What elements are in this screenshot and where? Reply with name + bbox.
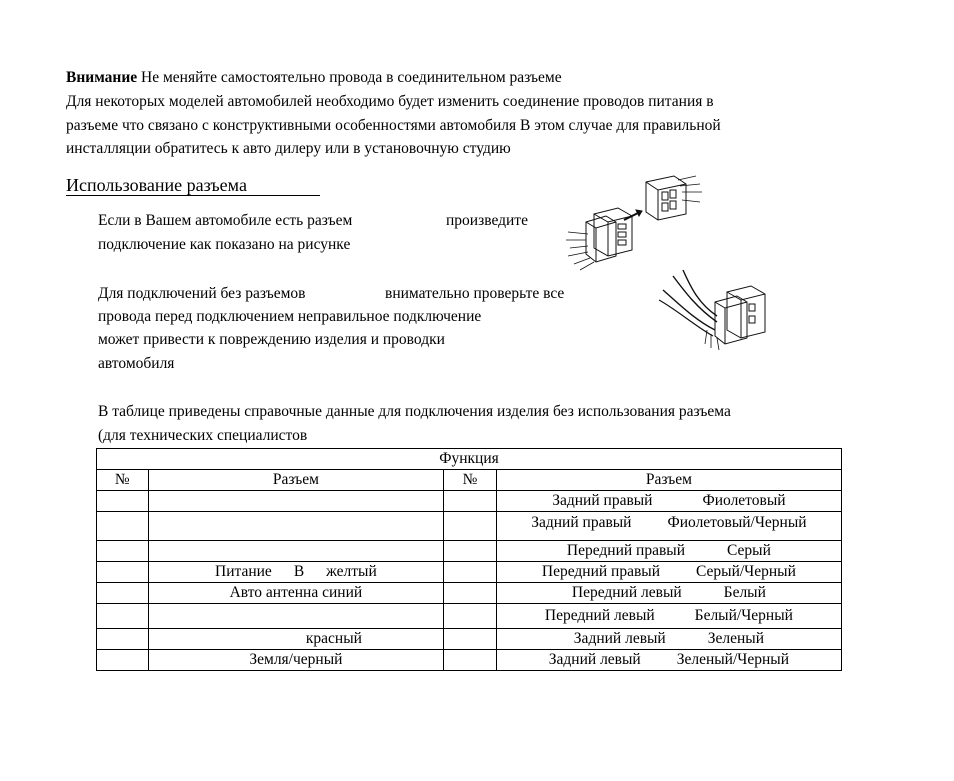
wire-color: Белый/Черный — [694, 607, 793, 624]
section-title: Использование разъема — [66, 175, 247, 195]
para1-line1b: произведите — [446, 212, 528, 229]
para2-line2: провода перед подключением неправильное подключение — [98, 308, 482, 325]
col-connector2: Разъем — [496, 470, 841, 491]
para1-line2: подключение как показано на рисунке — [98, 236, 351, 253]
left-cell: Авто антенна синий — [148, 583, 444, 604]
power-color: желтый — [326, 563, 377, 580]
speaker-label: Задний правый — [531, 514, 632, 531]
col-no2: № — [444, 470, 497, 491]
warning-text: Не меняйте самостоятельно провода в соединительном разъеме — [137, 69, 562, 86]
para3-line2: (для технических специалистов — [98, 427, 308, 444]
left-cell — [148, 512, 444, 541]
warning-line-2: разъеме что связано с конструктивными особенностями автомобиля В этом случае для правильной — [66, 117, 721, 134]
para2-line1b: внимательно проверьте все — [385, 285, 565, 302]
left-cell — [148, 541, 444, 562]
table-subheader-row — [97, 470, 842, 491]
power-label: Питание — [215, 563, 272, 580]
table-row — [97, 491, 842, 512]
wire-color: Зеленый — [707, 630, 764, 647]
power-voltage: В — [293, 563, 305, 580]
warning-line-3: инсталляции обратитесь к авто дилеру или в установочную студию — [66, 140, 511, 157]
table-row — [97, 541, 842, 562]
para1-line1a: Если в Вашем автомобиле есть разъем — [98, 212, 353, 229]
para2-line1a: Для подключений без разъемов — [98, 285, 306, 302]
wire-color: Зеленый/Черный — [676, 651, 789, 668]
loose-wires-connector-illustration — [655, 268, 775, 358]
speaker-label: Задний левый — [573, 630, 666, 647]
speaker-label: Передний правый — [541, 563, 660, 580]
table-row — [97, 604, 842, 629]
table-row — [97, 650, 842, 671]
left-cell: Земля/черный — [148, 650, 444, 671]
left-cell — [148, 604, 444, 629]
wire-color: Серый — [727, 542, 771, 559]
table-header-row — [97, 449, 842, 470]
speaker-label: Задний левый — [548, 651, 641, 668]
table-row — [97, 562, 842, 583]
left-cell — [148, 491, 444, 512]
table-row — [97, 583, 842, 604]
speaker-label: Задний правый — [552, 492, 653, 509]
function-header: Функция — [97, 449, 842, 470]
connector-plug-illustration — [566, 172, 706, 272]
speaker-label: Передний левый — [544, 607, 655, 624]
wire-color: Фиолетовый — [702, 492, 786, 509]
para2-line4: автомобиля — [98, 355, 175, 372]
warning-line — [66, 68, 562, 87]
para2-line3: может привести к повреждению изделия и проводки — [98, 331, 445, 348]
warning-label: Внимание — [66, 69, 138, 86]
section-title-underline — [66, 195, 320, 196]
wire-color: Серый/Черный — [696, 563, 796, 580]
col-connector: Разъем — [148, 470, 444, 491]
speaker-label: Передний левый — [571, 584, 682, 601]
wiring-table — [96, 448, 842, 671]
warning-line-1: Для некоторых моделей автомобилей необходимо будет изменить соединение проводов питания в — [66, 93, 714, 110]
wire-color: Фиолетовый/Черный — [667, 514, 807, 531]
table-row — [97, 629, 842, 650]
wire-color: Белый — [723, 584, 766, 601]
table-row — [97, 512, 842, 541]
col-no: № — [97, 470, 149, 491]
para3-line1: В таблице приведены справочные данные для подключения изделия без использования разъема — [98, 403, 731, 420]
speaker-label: Передний правый — [566, 542, 686, 559]
left-cell: красный — [148, 629, 444, 650]
